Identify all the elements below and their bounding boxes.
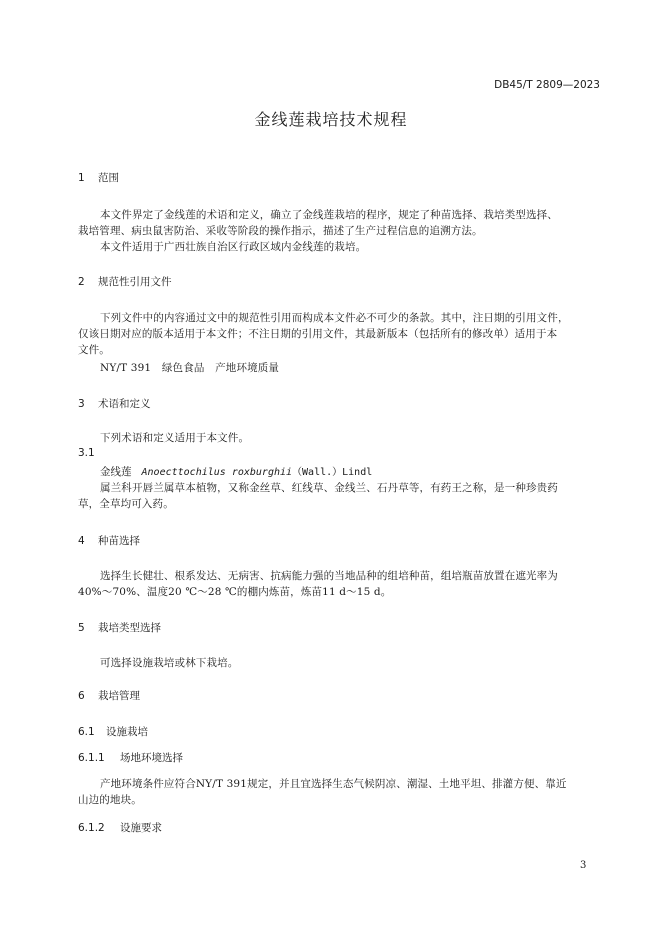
paragraph-line: 仅该日期对应的版本适用于本文件；不注日期的引用文件，其最新版本（包括所有的修改单）适用于本 bbox=[78, 328, 558, 340]
paragraph-line: 属兰科开唇兰属草本植物，又称金丝草、红线草、金线兰、石丹草等，有药王之称，是一种珍贵药 bbox=[100, 482, 558, 494]
subsection-number: 6.1.1 bbox=[78, 752, 105, 764]
term-name: 金线莲 bbox=[100, 466, 132, 478]
term-number: 3.1 bbox=[78, 447, 95, 459]
term-author: （Wall.）Lindl bbox=[292, 467, 373, 478]
term-entry bbox=[100, 463, 372, 479]
paragraph-line: 本文件界定了金线莲的术语和定义，确立了金线莲栽培的程序，规定了种苗选择、栽培类型选择、 bbox=[100, 209, 558, 221]
section-title: 规范性引用文件 bbox=[98, 276, 172, 288]
paragraph-line: 文件。 bbox=[78, 344, 110, 356]
paragraph-line: 下列文件中的内容通过文中的规范性引用而构成本文件必不可少的条款。其中，注日期的引用文件， bbox=[100, 312, 569, 324]
section-number: 6 bbox=[78, 690, 85, 702]
paragraph-line: 下列术语和定义适用于本文件。 bbox=[100, 432, 250, 444]
paragraph-line: 山边的地块。 bbox=[78, 794, 142, 806]
section-number: 3 bbox=[78, 398, 85, 410]
section-number: 4 bbox=[78, 535, 85, 547]
section-6-heading bbox=[78, 688, 140, 703]
paragraph-line: 本文件适用于广西壮族自治区行政区域内金线莲的栽培。 bbox=[100, 241, 367, 253]
subsection-number: 6.1 bbox=[78, 726, 95, 738]
section-title: 栽培类型选择 bbox=[98, 622, 161, 634]
paragraph-line: 草，全草均可入药。 bbox=[78, 498, 174, 510]
subsection-6-1-heading bbox=[78, 724, 148, 739]
document-code: DB45/T 2809—2023 bbox=[494, 79, 600, 91]
subsection-6-1-1-heading bbox=[78, 750, 183, 765]
section-2-heading bbox=[78, 274, 172, 289]
paragraph-line: 可选择设施栽培或林下栽培。 bbox=[100, 657, 239, 669]
section-title: 栽培管理 bbox=[98, 690, 140, 702]
section-1-heading bbox=[78, 170, 119, 185]
subsection-number: 6.1.2 bbox=[78, 822, 105, 834]
subsection-title: 设施要求 bbox=[120, 822, 162, 834]
section-4-heading bbox=[78, 533, 140, 548]
subsection-title: 设施栽培 bbox=[106, 726, 148, 738]
section-3-heading bbox=[78, 396, 151, 411]
paragraph-line: 产地环境条件应符合NY/T 391规定，并且宜选择生态气候阴凉、潮湿、土地平坦、排灌方便、靠近 bbox=[100, 778, 567, 790]
normative-reference: NY/T 391 绿色食品 产地环境质量 bbox=[100, 362, 280, 374]
section-title: 范围 bbox=[98, 172, 119, 184]
page-number: 3 bbox=[580, 860, 587, 871]
document-title: 金线莲栽培技术规程 bbox=[254, 110, 408, 129]
paragraph-line: 栽培管理、病虫鼠害防治、采收等阶段的操作指示，描述了生产过程信息的追溯方法。 bbox=[78, 225, 483, 237]
subsection-title: 场地环境选择 bbox=[120, 752, 183, 764]
section-5-heading bbox=[78, 620, 161, 635]
paragraph-line: 选择生长健壮、根系发达、无病害、抗病能力强的当地品种的组培种苗，组培瓶苗放置在遮光率为 bbox=[100, 570, 558, 582]
section-number: 5 bbox=[78, 622, 85, 634]
paragraph-line: 40%～70%、温度20 ℃～28 ℃的棚内炼苗，炼苗11 d～15 d。 bbox=[78, 586, 392, 598]
section-number: 1 bbox=[78, 172, 85, 184]
section-title: 术语和定义 bbox=[98, 398, 151, 410]
subsection-6-1-2-heading bbox=[78, 820, 162, 835]
term-latin-name: Anoecttochilus roxburghii bbox=[141, 467, 293, 478]
section-number: 2 bbox=[78, 276, 85, 288]
section-title: 种苗选择 bbox=[98, 535, 140, 547]
